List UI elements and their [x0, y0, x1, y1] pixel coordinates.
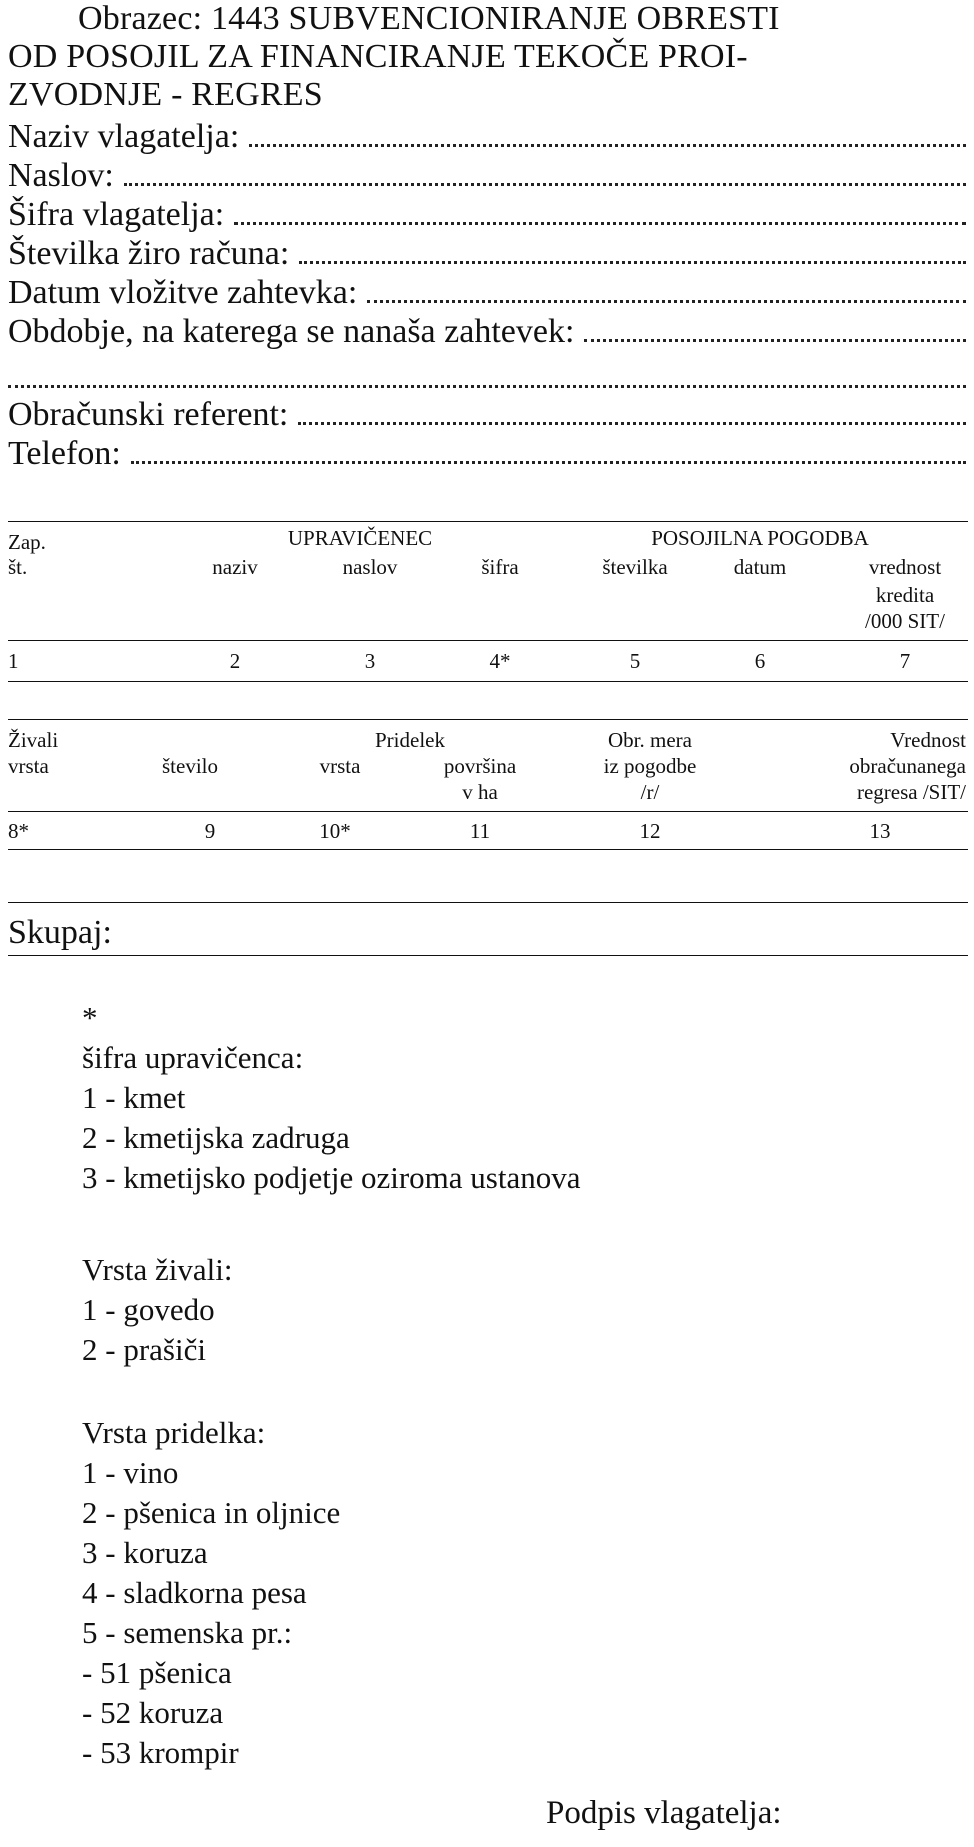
table1-group-posojilna: POSOJILNA POGODBA — [651, 526, 869, 550]
field-referent[interactable] — [8, 396, 966, 434]
fill-line[interactable] — [124, 183, 966, 186]
legend-item: 2 - prašiči — [82, 1332, 206, 1367]
table2-vred-3: regresa /SIT/ — [856, 780, 966, 804]
table1-header-rule — [8, 640, 968, 641]
fill-line[interactable] — [584, 339, 966, 342]
legend-item: 1 - govedo — [82, 1292, 215, 1327]
table2-num-11: 11 — [469, 819, 491, 843]
fill-line-continuation[interactable] — [8, 385, 966, 388]
table1-num-6: 6 — [754, 649, 766, 673]
field-ziro-label: Številka žiro računa: — [8, 235, 290, 272]
fill-line[interactable] — [367, 300, 966, 303]
table1-num-1: 1 — [8, 649, 19, 673]
fill-line[interactable] — [298, 422, 966, 425]
skupaj-bottom-rule — [8, 955, 968, 956]
table1-top-rule — [8, 521, 968, 522]
table1-col-vrednost-3: /000 SIT/ — [865, 609, 945, 633]
form-title — [8, 0, 968, 114]
legend-item: 4 - sladkorna pesa — [82, 1575, 307, 1610]
legend-asterisk: * — [82, 1000, 98, 1035]
table1-col-datum: datum — [733, 555, 787, 579]
table1-zap: Zap. — [8, 530, 46, 554]
table2-pridelek-vrsta: vrsta — [319, 754, 361, 778]
legend-sifra-heading: šifra upravičenca: — [82, 1040, 304, 1075]
table2-vrsta: vrsta — [8, 754, 49, 778]
table2-vred-2: obračunanega — [849, 754, 966, 778]
legend-item: 3 - koruza — [82, 1535, 208, 1570]
table1-col-vrednost-2: kredita — [875, 583, 935, 607]
legend-item: 1 - kmet — [82, 1080, 186, 1115]
table2-num-9: 9 — [204, 819, 216, 843]
table1-col-sifra: šifra — [481, 555, 519, 579]
field-naziv[interactable] — [8, 118, 966, 156]
legend-item: 2 - pšenica in oljnice — [82, 1495, 341, 1530]
legend-item: - 53 krompir — [82, 1735, 239, 1770]
field-sifra[interactable] — [8, 196, 966, 234]
legend-item: 3 - kmetijsko podjetje oziroma ustanova — [82, 1160, 581, 1195]
field-telefon-label: Telefon: — [8, 435, 121, 472]
legend-zivali — [82, 1250, 233, 1370]
table2-pridelek: Pridelek — [375, 728, 445, 752]
field-obdobje[interactable] — [8, 313, 966, 351]
legend-item: - 52 koruza — [82, 1695, 224, 1730]
table1-num-2: 2 — [229, 649, 241, 673]
skupaj-label: Skupaj: — [8, 914, 112, 951]
fill-line[interactable] — [234, 222, 966, 225]
table1-col-naziv: naziv — [212, 555, 258, 579]
table1-num-4: 4* — [489, 649, 511, 673]
field-datum[interactable] — [8, 274, 966, 312]
field-datum-label: Datum vložitve zahtevka: — [8, 274, 358, 311]
table1-num-3: 3 — [364, 649, 376, 673]
table2-stevilo: število — [162, 754, 218, 778]
fill-line[interactable] — [299, 261, 966, 264]
table2-obr-3: /r/ — [640, 780, 660, 804]
table2-header-rule — [8, 811, 968, 812]
field-ziro[interactable] — [8, 235, 966, 273]
table1-col-naslov: naslov — [342, 555, 398, 579]
table2-bottom-rule — [8, 849, 968, 850]
skupaj-top-rule — [8, 902, 968, 903]
field-obdobje-label: Obdobje, na katerega se nanaša zahtevek: — [8, 313, 575, 350]
table2-top-rule — [8, 719, 968, 720]
table2-num-13: 13 — [869, 819, 891, 843]
table1-st: št. — [8, 555, 28, 579]
signature-label: Podpis vlagatelja: — [546, 1795, 782, 1831]
table2-obr-1: Obr. mera — [608, 728, 692, 752]
title-line-3: ZVODNJE - REGRES — [8, 76, 323, 113]
field-referent-label: Obračunski referent: — [8, 396, 289, 433]
table1-col-vrednost-1: vrednost — [868, 555, 942, 579]
legend-pridelek-heading: Vrsta pridelka: — [82, 1415, 266, 1450]
table1-group-upravicenec: UPRAVIČENEC — [287, 526, 433, 550]
table2-num-12: 12 — [639, 819, 661, 843]
legend-item: 5 - semenska pr.: — [82, 1615, 293, 1650]
legend-sifra — [82, 998, 580, 1198]
table2-num-8: 8* — [8, 819, 29, 843]
table2-povrsina-2: v ha — [462, 780, 498, 804]
legend-zivali-heading: Vrsta živali: — [82, 1252, 233, 1287]
table1-num-5: 5 — [629, 649, 641, 673]
field-naziv-label: Naziv vlagatelja: — [8, 118, 240, 155]
title-line-1: Obrazec: 1443 SUBVENCIONIRANJE OBRESTI — [78, 0, 780, 37]
fill-line[interactable] — [131, 461, 966, 464]
table2-povrsina-1: površina — [443, 754, 517, 778]
legend-item: 1 - vino — [82, 1455, 179, 1490]
table2-zivali: Živali — [8, 728, 59, 752]
fill-line[interactable] — [249, 144, 966, 147]
table2-obr-2: iz pogodbe — [603, 754, 697, 778]
table2-vred-1: Vrednost — [890, 728, 966, 752]
table1-col-stevilka: številka — [602, 555, 668, 579]
legend-item: 2 - kmetijska zadruga — [82, 1120, 350, 1155]
field-naslov[interactable] — [8, 157, 966, 195]
field-naslov-label: Naslov: — [8, 157, 114, 194]
title-line-2: OD POSOJIL ZA FINANCIRANJE TEKOČE PROI- — [8, 38, 748, 75]
field-sifra-label: Šifra vlagatelja: — [8, 196, 225, 233]
table2-num-10: 10* — [319, 819, 351, 843]
field-telefon[interactable] — [8, 435, 966, 473]
table1-num-7: 7 — [899, 649, 911, 673]
legend-pridelek — [82, 1413, 340, 1773]
table1-bottom-rule — [8, 681, 968, 682]
legend-item: - 51 pšenica — [82, 1655, 232, 1690]
